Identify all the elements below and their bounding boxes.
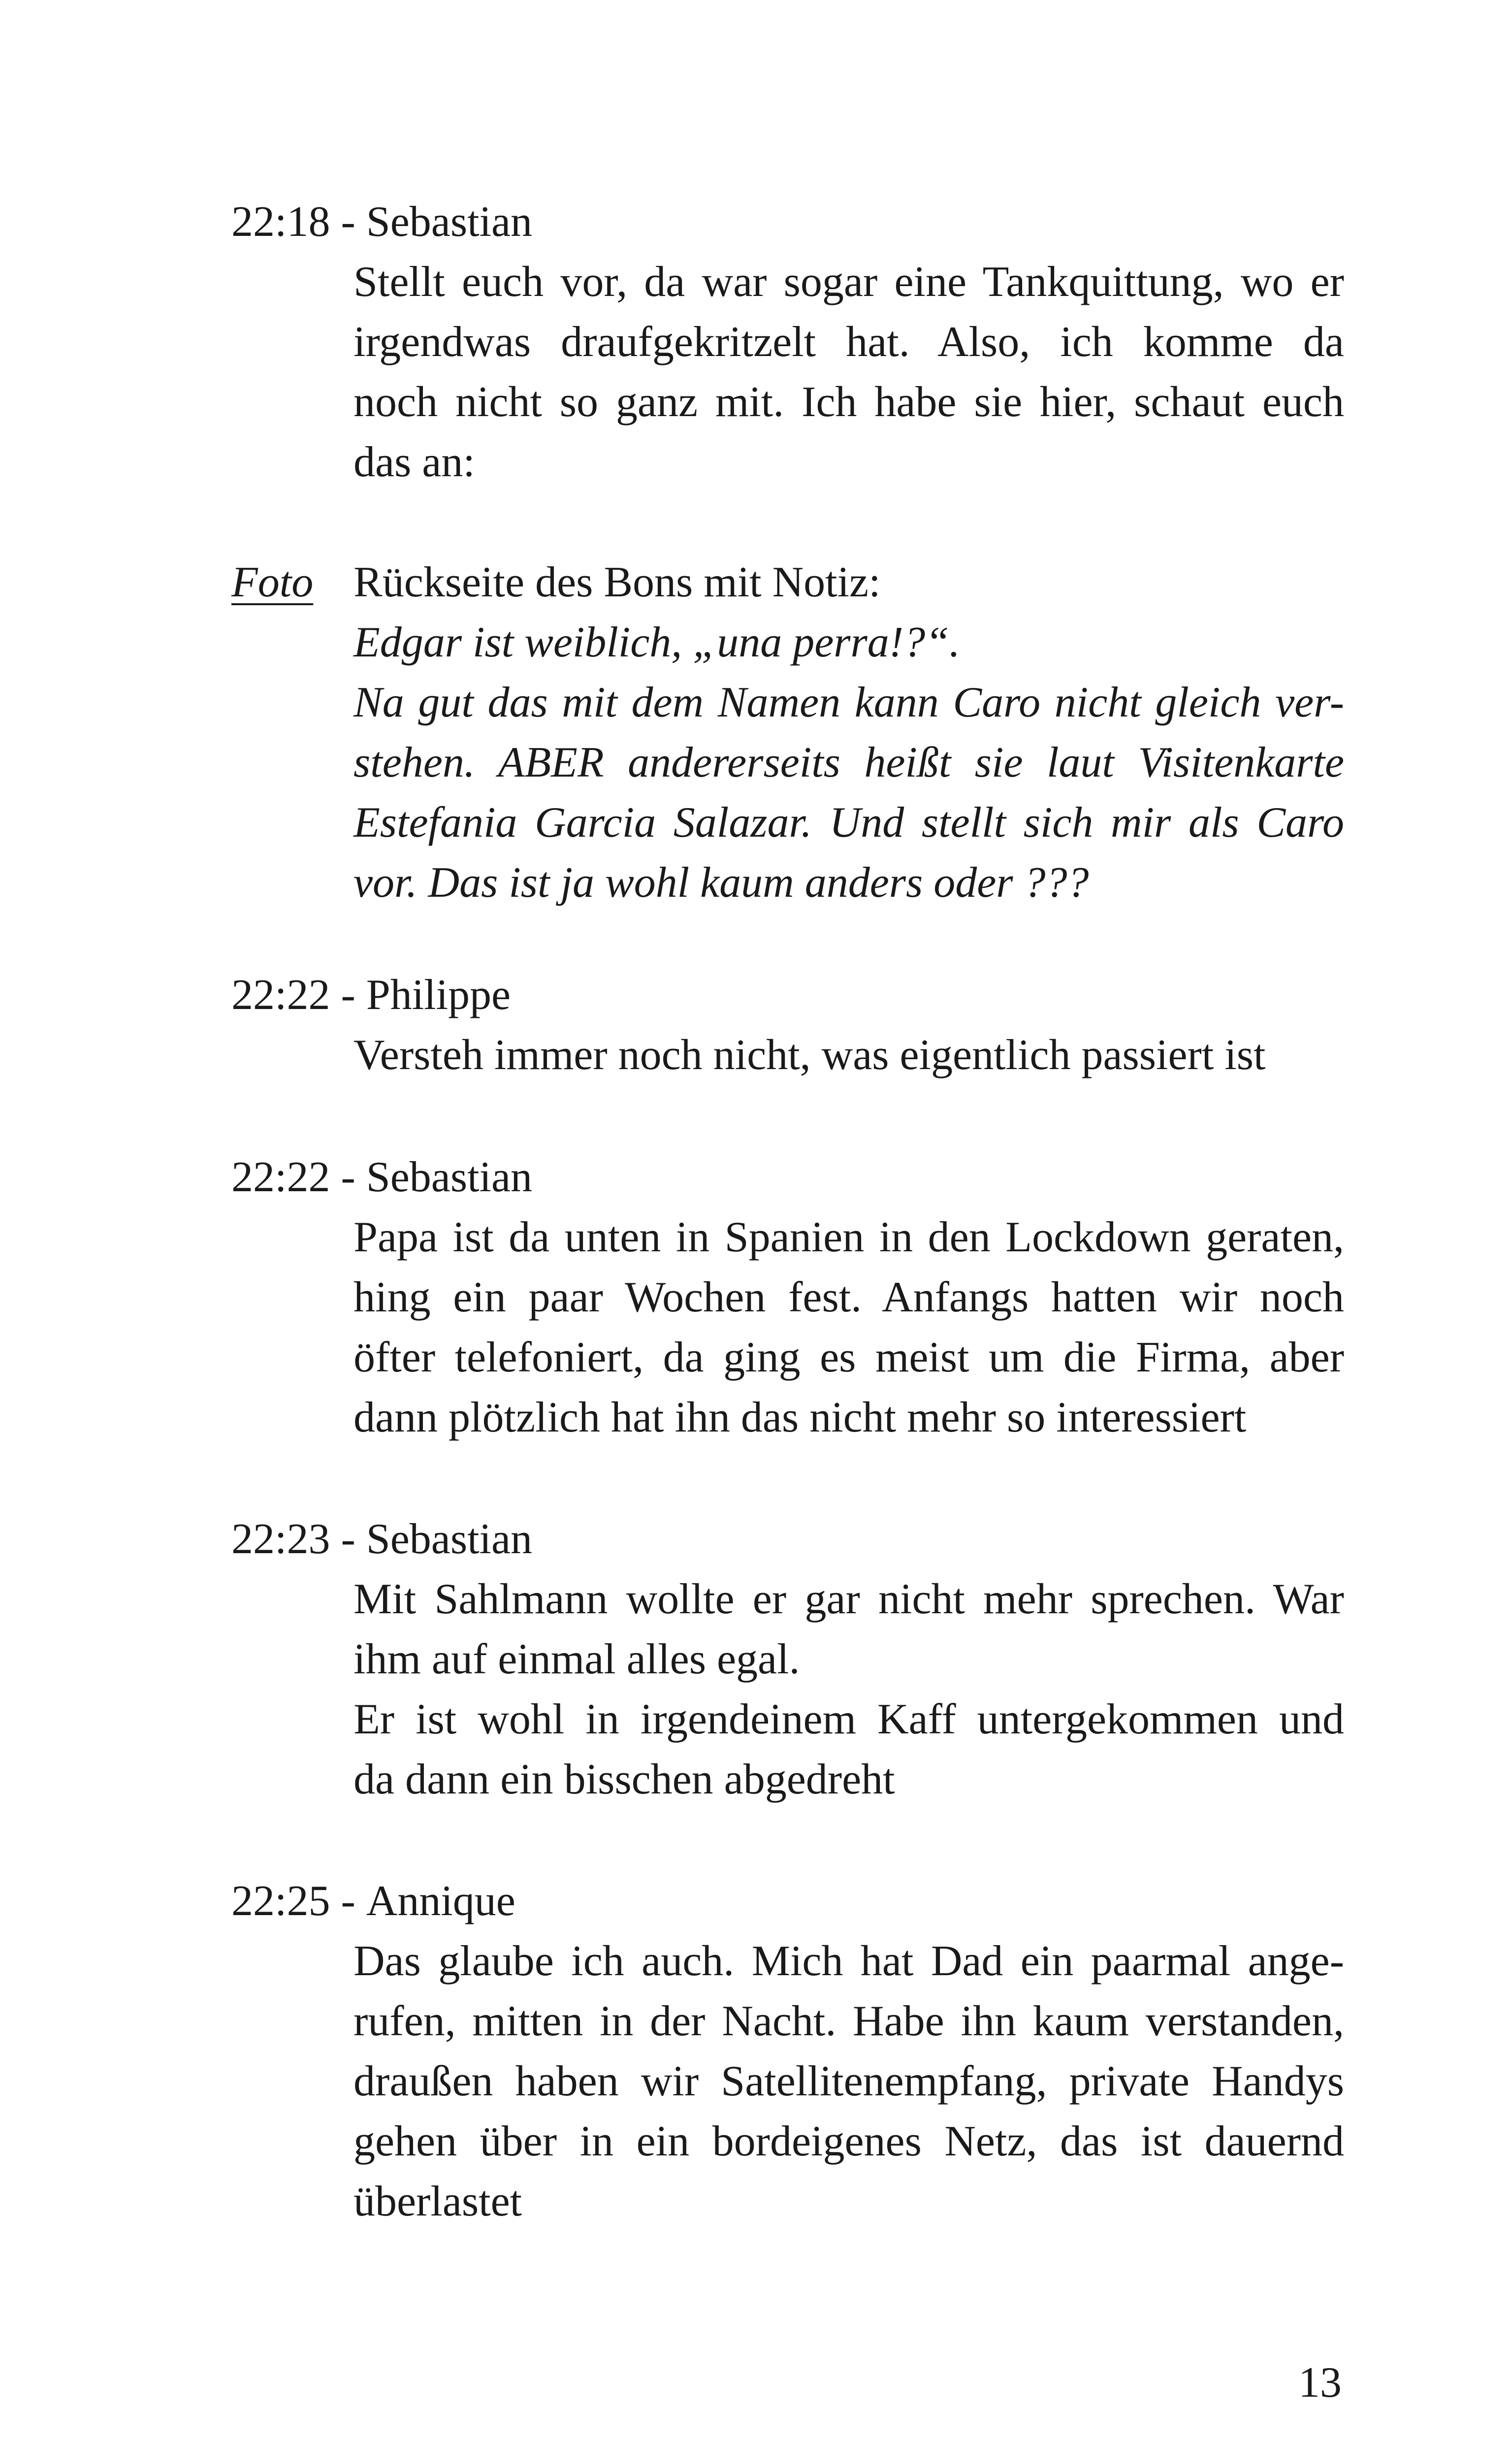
message-separator: - xyxy=(341,1153,355,1201)
message-sender: Sebastian xyxy=(366,198,533,246)
message-line: Stellt euch vor, da war sogar eine Tankquittung, wo er xyxy=(354,258,1344,306)
photo-caption-line: Rückseite des Bons mit Notiz: xyxy=(354,558,881,606)
message-line: öfter telefoniert, da ging es meist um die Firma, aber xyxy=(354,1334,1344,1381)
message-header xyxy=(231,1509,1344,1569)
message-entry xyxy=(231,1147,1344,1448)
message-body xyxy=(354,1569,1344,1810)
photo-note-line: Estefania Garcia Salazar. Und stellt sich mir als Caro xyxy=(354,799,1344,847)
message-sender: Sebastian xyxy=(366,1515,533,1563)
message-line: da dann ein bisschen abgedreht xyxy=(354,1756,895,1803)
message-separator: - xyxy=(341,971,355,1019)
photo-entry xyxy=(231,553,1344,913)
message-line: Versteh immer noch nicht, was eigentlich passiert ist xyxy=(354,1031,1266,1079)
message-entry xyxy=(231,192,1344,492)
page-number: 13 xyxy=(1298,2359,1342,2407)
message-header xyxy=(231,1871,1344,1931)
message-body xyxy=(354,1025,1344,1085)
message-line: überlastet xyxy=(354,2178,522,2225)
photo-note-line: stehen. ABER andererseits heißt sie laut Visitenkarte xyxy=(354,739,1344,786)
photo-block xyxy=(231,553,1344,913)
message-header xyxy=(231,192,1344,252)
photo-note-line: Na gut das mit dem Namen kann Caro nicht gleich ver- xyxy=(354,679,1344,726)
message-sender: Sebastian xyxy=(366,1153,533,1201)
message-line: noch nicht so ganz mit. Ich habe sie hier, schaut euch xyxy=(354,378,1344,426)
message-separator: - xyxy=(341,1515,355,1563)
photo-note-line: vor. Das ist ja wohl kaum anders oder ??? xyxy=(354,859,1089,907)
message-body xyxy=(354,1207,1344,1448)
message-time: 22:18 xyxy=(231,198,330,246)
message-separator: - xyxy=(341,198,355,246)
message-line: Papa ist da unten in Spanien in den Lockdown geraten, xyxy=(354,1213,1344,1261)
message-line: ihm auf einmal alles egal. xyxy=(354,1635,800,1683)
photo-label: Foto xyxy=(231,558,314,606)
message-time: 22:25 xyxy=(231,1877,330,1925)
message-entry xyxy=(231,1871,1344,2232)
message-time: 22:22 xyxy=(231,1153,330,1201)
message-entry xyxy=(231,965,1344,1085)
message-line: Er ist wohl in irgendeinem Kaff untergekommen und xyxy=(354,1695,1344,1743)
message-line: rufen, mitten in der Nacht. Habe ihn kaum verstanden, xyxy=(354,1997,1344,2045)
message-line: hing ein paar Wochen fest. Anfangs hatten wir noch xyxy=(354,1273,1344,1321)
message-entry xyxy=(231,1509,1344,1810)
message-time: 22:22 xyxy=(231,971,330,1019)
message-body xyxy=(354,252,1344,492)
photo-note-line: Edgar ist weiblich, „una perra!?“. xyxy=(354,619,961,666)
message-line: draußen haben wir Satellitenempfang, private Handys xyxy=(354,2057,1344,2105)
message-line: das an: xyxy=(354,438,475,486)
message-header xyxy=(231,1147,1344,1207)
message-sender: Philippe xyxy=(366,971,511,1019)
message-sender: Annique xyxy=(366,1877,515,1925)
message-line: Das glaube ich auch. Mich hat Dad ein paarmal ange- xyxy=(354,1937,1344,1985)
message-separator: - xyxy=(341,1877,355,1925)
message-line: dann plötzlich hat ihn das nicht mehr so interessiert xyxy=(354,1394,1247,1441)
message-header xyxy=(231,965,1344,1025)
message-line: Mit Sahlmann wollte er gar nicht mehr sprechen. War xyxy=(354,1575,1344,1623)
message-line: gehen über in ein bordeigenes Netz, das ist dauernd xyxy=(354,2117,1344,2165)
message-line: irgendwas draufgekritzelt hat. Also, ich komme da xyxy=(354,318,1344,366)
photo-caption xyxy=(354,553,1344,913)
message-body xyxy=(354,1931,1344,2232)
message-time: 22:23 xyxy=(231,1515,330,1563)
